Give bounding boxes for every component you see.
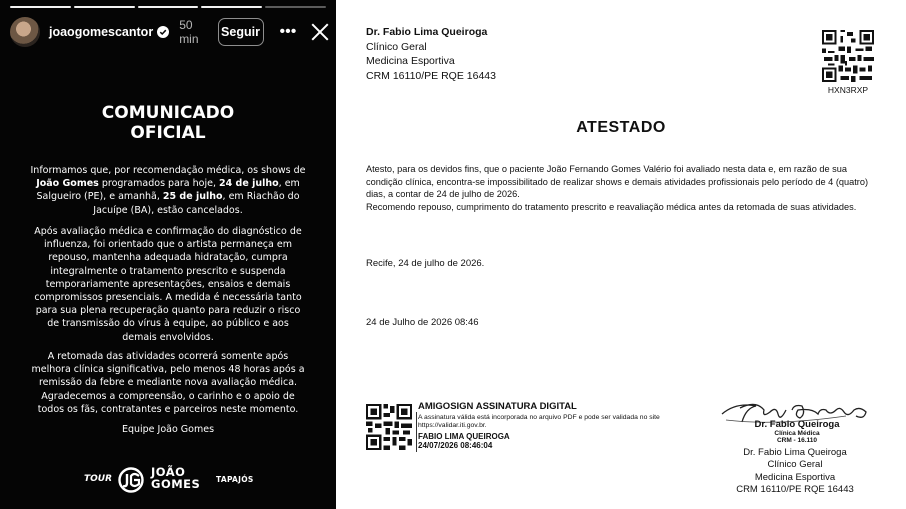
footer-crm: CRM 16110/PE RQE 16443 <box>736 483 854 495</box>
sponsor-logos <box>0 466 336 494</box>
story-progress-bar <box>10 6 326 8</box>
body-paragraph: Atesto, para os devidos fins, que o paciente João Fernando Gomes Valério foi avaliado nesta data e, em razão de sua condição clínica, encontra-se impossibilitado de realizar shows e demais atividades profissionais pelo período de 4 (quatro) dias, a contar de 24 de julho de 2026. <box>366 164 869 199</box>
announcement-paragraph <box>30 164 306 217</box>
title-line: OFICIAL <box>130 123 206 143</box>
digital-signature-note: A assinatura válida está incorporada no arquivo PDF e pode ser validada no site https://validar.iti.gov.br. <box>418 414 660 430</box>
progress-segment <box>201 6 262 8</box>
issue-timestamp: 24 de Julho de 2026 08:46 <box>366 317 479 328</box>
doctor-footer <box>720 447 870 496</box>
announcement-paragraph: A retomada das atividades ocorrerá somente após melhora clínica significativa, pelo menos 48 horas após a remissão da febre e mediante nova avaliação médica. Agradecemos a compreensão, o carinho e o apoio de todos os fãs, contratantes e parceiros neste momento. <box>31 351 305 415</box>
tour-logo: TOUR <box>84 474 113 484</box>
doctor-crm: CRM 16110/PE RQE 16443 <box>366 69 496 82</box>
digital-signature-block <box>366 400 696 454</box>
text-run: programados para hoje, <box>98 178 219 190</box>
post-time: 50 min <box>179 18 199 46</box>
stamp-name: Dr. Fabio Queiroga <box>754 419 840 430</box>
announcement-title <box>0 103 336 143</box>
signer-name: FABIO LIMA QUEIROGA <box>418 432 510 441</box>
joao-gomes-logo-mark-icon <box>118 467 148 493</box>
footer-name: Dr. Fabio Lima Queiroga <box>743 447 847 458</box>
certificate-body <box>366 163 876 213</box>
logo-line: GOMES <box>151 477 201 491</box>
divider <box>416 412 417 452</box>
progress-segment <box>10 6 71 8</box>
place-date: Recife, 24 de julho de 2026. <box>366 258 485 269</box>
text-run-bold: 25 de julho <box>162 191 223 203</box>
footer-specialty: Medicina Esportiva <box>754 471 836 483</box>
close-icon[interactable] <box>309 21 326 43</box>
username[interactable]: joaogomescantor <box>49 25 154 39</box>
instagram-story <box>0 0 336 509</box>
follow-button[interactable]: Seguir <box>218 18 264 46</box>
doctor-header <box>366 25 496 83</box>
story-header <box>10 17 326 47</box>
logo-line: JOÃO <box>151 465 186 479</box>
text-run-bold: 24 de julho <box>219 178 279 190</box>
verified-badge-icon <box>157 26 169 38</box>
footer-specialty: Clínico Geral <box>767 459 823 471</box>
medical-certificate <box>336 0 906 509</box>
document-title: ATESTADO <box>576 119 666 136</box>
doctor-stamp <box>722 420 872 445</box>
digital-signature-title: AMIGOSIGN ASSINATURA DIGITAL <box>418 401 577 412</box>
body-paragraph: Recomendo repouso, cumprimento do tratamento prescrito e reavaliação médica antes da retomada de suas atividades. <box>366 201 857 212</box>
progress-segment <box>74 6 135 8</box>
text-run-bold: João Gomes <box>36 178 99 190</box>
signature-qr-code-icon <box>366 404 412 450</box>
announcement-signature: Equipe João Gomes <box>121 424 215 435</box>
stamp-crm: CRM - 16.110 <box>776 437 818 444</box>
title-line: COMUNICADO <box>101 103 235 123</box>
doctor-name: Dr. Fabio Lima Queiroga <box>366 26 488 38</box>
progress-segment <box>138 6 199 8</box>
avatar[interactable] <box>10 17 40 47</box>
doctor-specialty: Medicina Esportiva <box>366 55 455 67</box>
more-options-icon[interactable]: ••• <box>279 23 297 40</box>
signature-date: 24/07/2026 08:46:04 <box>418 441 493 450</box>
text-run: Informamos que, por recomendação médica, os shows de <box>30 165 306 176</box>
announcement-paragraph: Após avaliação médica e confirmação do diagnóstico de influenza, foi orientado que o artista permaneça em repouso, mantenha adequada hidratação, cumpra integralmente o tratamento prescrito e suspenda temporariamente apresentações, ensaios e demais compromissos presenciais. A medida é necessária tanto para sua plena recuperação quanto para reduzir o risco de transmissão do vírus à equipe, ao público e aos demais envolvidos. <box>34 226 302 343</box>
qr-code-icon <box>822 30 874 82</box>
tapajos-logo: TAPAJÓS <box>216 475 254 484</box>
progress-segment <box>265 6 326 8</box>
stamp-specialty: Clínica Médica <box>774 429 820 437</box>
joao-gomes-logo-text <box>151 466 200 490</box>
text-run: , em Riachão do Jacuípe (BA), estão cancelados. <box>93 191 300 216</box>
text-run: , em Salgueiro (PE), e amanhã, <box>36 178 300 203</box>
doctor-specialty: Clínico Geral <box>366 40 427 53</box>
qr-verification-code: HXN3RXP <box>827 85 869 95</box>
